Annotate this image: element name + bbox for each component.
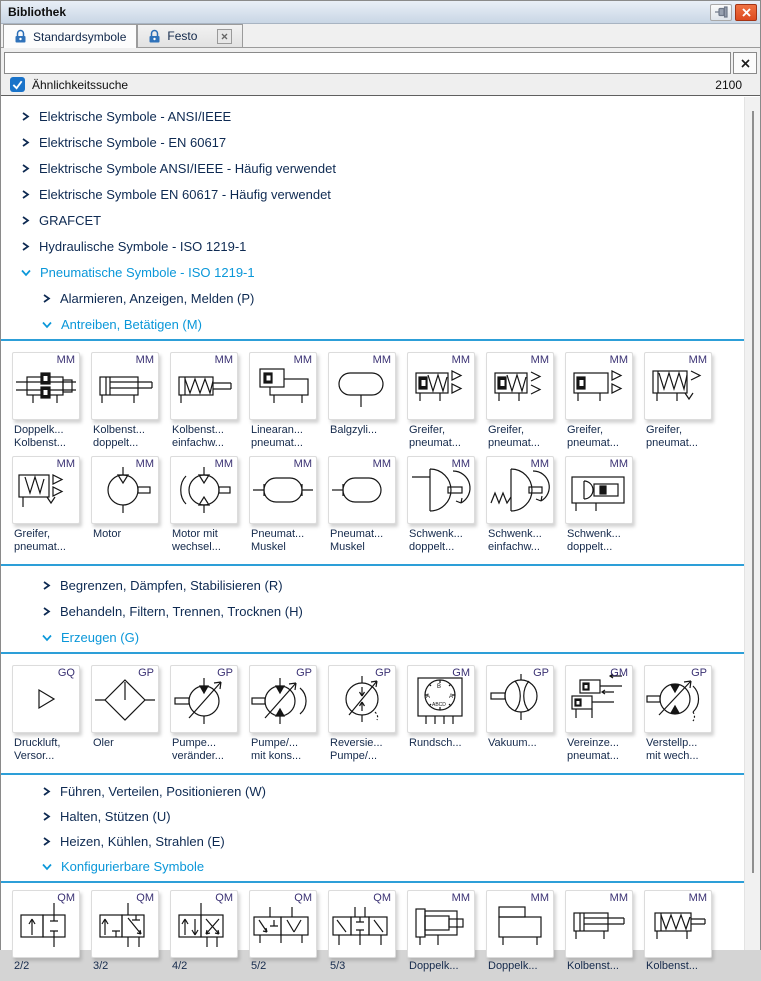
chevron-right-icon xyxy=(21,216,30,225)
symbol-tile[interactable] xyxy=(407,890,475,973)
symbol-tile[interactable] xyxy=(407,665,475,763)
chevron-right-icon xyxy=(42,837,51,846)
symbol-code-label: GP xyxy=(375,667,391,679)
symbol-tile[interactable]: MM Pneumat... Muskel xyxy=(249,456,317,554)
category-tree xyxy=(1,97,744,337)
pushpin-icon xyxy=(714,6,729,18)
symbol-tile[interactable] xyxy=(644,890,712,973)
symbol-code-label: MM xyxy=(372,458,391,470)
symbol-tile[interactable]: MM Greifer, pneumat... xyxy=(644,352,712,450)
chevron-right-icon xyxy=(21,242,30,251)
symbol-caption: Greifer, xyxy=(567,424,604,436)
tree-item-antreiben[interactable]: Antreiben, Betätigen (M) xyxy=(1,311,744,337)
lock-icon xyxy=(14,29,27,44)
search-panel xyxy=(1,48,760,96)
titlebar xyxy=(1,1,760,24)
symbol-tile[interactable]: GP Pumpe... veränder... xyxy=(170,665,238,763)
tree-item-elektrische-en[interactable]: Elektrische Symbole - EN 60617 xyxy=(1,129,744,155)
search-input[interactable] xyxy=(4,52,731,74)
symbol-caption: Kolbenst... xyxy=(93,424,145,436)
symbol-code-label: MM xyxy=(293,458,312,470)
symbol-code-label: MM xyxy=(56,458,75,470)
symbol-code-label: MM xyxy=(135,458,154,470)
tree-item-elektrische-ansi-haeufig[interactable]: Elektrische Symbole ANSI/IEEE - Häufig verwendet xyxy=(1,155,744,181)
tree-item-konfigurierbare[interactable]: Konfigurierbare Symbole xyxy=(1,854,744,879)
tab-festo[interactable] xyxy=(137,24,243,47)
tree-item-elektrische-ansi[interactable]: Elektrische Symbole - ANSI/IEEE xyxy=(1,103,744,129)
chevron-right-icon xyxy=(42,812,51,821)
section-divider xyxy=(1,881,744,883)
symbol-caption: Motor xyxy=(93,528,122,540)
symbol-caption: Rundsch... xyxy=(409,737,462,749)
chevron-down-icon xyxy=(42,633,52,642)
tab-label: Festo xyxy=(167,29,198,43)
close-icon xyxy=(221,33,228,40)
symbol-tile[interactable] xyxy=(170,890,238,973)
symbol-caption: Kolbenst... xyxy=(567,960,619,972)
symbol-code-label: GQ xyxy=(57,667,75,679)
symbol-caption: Greifer, xyxy=(409,424,446,436)
symbol-code-label: MM xyxy=(372,354,391,366)
symbol-tile[interactable]: MM Greifer, pneumat... xyxy=(486,352,554,450)
chevron-right-icon xyxy=(21,190,30,199)
result-count: 2100 xyxy=(715,77,742,92)
panel-title: Bibliothek xyxy=(8,5,67,19)
symbol-code-label: QM xyxy=(215,892,233,904)
symbol-tile[interactable]: GP Reversie... Pumpe/... xyxy=(328,665,396,763)
symbol-tile[interactable] xyxy=(91,665,159,763)
symbol-grid-erzeugen xyxy=(1,656,744,771)
symbol-tile[interactable]: GP Pumpe/... mit kons... xyxy=(249,665,317,763)
tab-standardsymbole[interactable] xyxy=(3,24,137,48)
symbol-caption: Vakuum... xyxy=(488,737,537,749)
symbol-caption: Balgzyli... xyxy=(330,424,378,436)
symbol-code-label: GP xyxy=(691,667,707,679)
symbol-caption: Schwenk... xyxy=(567,528,621,540)
symbol-code-label: MM xyxy=(609,354,628,366)
symbol-caption: Greifer, xyxy=(488,424,525,436)
checkmark-icon xyxy=(11,78,24,91)
symbol-code-label: MM xyxy=(530,458,549,470)
symbol-caption: 3/2 xyxy=(93,960,109,972)
symbol-tile[interactable] xyxy=(328,890,396,973)
symbol-grid-konfigurierbar xyxy=(1,885,744,981)
symbol-tile[interactable]: MM Kolbenst... einfachw... xyxy=(170,352,238,450)
symbol-tile[interactable]: MM Greifer, pneumat... xyxy=(12,456,80,554)
symbol-caption: Kolbenst... xyxy=(646,960,698,972)
symbol-tile[interactable]: MM Schwenk... doppelt... xyxy=(565,456,633,554)
symbol-code-label: MM xyxy=(56,354,75,366)
library-content xyxy=(1,97,744,972)
section-divider xyxy=(1,564,744,566)
symbol-caption: Doppelk... xyxy=(14,424,64,436)
symbol-code-label: GP xyxy=(296,667,312,679)
symbol-tile[interactable]: MM Doppelk... Kolbenst... xyxy=(12,352,80,450)
clear-x-icon xyxy=(741,59,750,68)
symbol-code-label: MM xyxy=(451,892,470,904)
symbol-tile[interactable]: GQ Druckluft, Versor... xyxy=(12,665,80,763)
chevron-right-icon xyxy=(42,787,51,796)
symbol-code-label: GP xyxy=(217,667,233,679)
symbol-code-label: MM xyxy=(609,892,628,904)
symbol-tile[interactable]: GM Vereinze... pneumat... xyxy=(565,665,633,763)
symbol-caption: Schwenk... xyxy=(488,528,542,540)
tab-bar xyxy=(1,24,760,48)
chevron-down-icon xyxy=(42,862,52,871)
scrollbar-thumb[interactable] xyxy=(752,111,754,873)
symbol-code-label: MM xyxy=(214,354,233,366)
tree-item-erzeugen[interactable]: Erzeugen (G) xyxy=(1,624,744,650)
symbol-tile[interactable]: MM Kolbenst... doppelt... xyxy=(91,352,159,450)
symbol-caption: Doppelk... xyxy=(488,960,538,972)
symbol-caption: Druckluft, xyxy=(14,737,61,749)
symbol-caption: Pumpe/... xyxy=(251,737,299,749)
symbol-caption: Greifer, xyxy=(14,528,51,540)
tree-item-heizen[interactable]: Heizen, Kühlen, Strahlen (E) xyxy=(1,829,744,854)
symbol-code-label: GP xyxy=(138,667,154,679)
chevron-right-icon xyxy=(42,607,51,616)
symbol-tile[interactable] xyxy=(486,665,554,763)
tab-label: Standardsymbole xyxy=(33,29,127,44)
section-divider xyxy=(1,652,744,654)
symbol-tile[interactable] xyxy=(91,456,159,554)
symbol-tile[interactable] xyxy=(328,352,396,450)
close-button[interactable] xyxy=(735,4,757,21)
section-divider xyxy=(1,773,744,775)
symbol-tile[interactable]: GP Verstellp... mit wech... xyxy=(644,665,712,763)
symbol-tile[interactable]: MM Motor mit wechsel... xyxy=(170,456,238,554)
symbol-code-label: GM xyxy=(610,667,628,679)
symbol-caption: Pneumat... xyxy=(251,528,305,540)
tree-item-grafcet[interactable]: GRAFCET xyxy=(1,207,744,233)
symbol-code-label: MM xyxy=(451,458,470,470)
pin-button[interactable] xyxy=(710,4,732,21)
symbol-caption: 5/3 xyxy=(330,960,346,972)
symbol-code-label: QM xyxy=(57,892,75,904)
symbol-code-label: MM xyxy=(293,354,312,366)
symbol-caption: Vereinze... xyxy=(567,737,619,749)
symbol-caption: Kolbenst... xyxy=(172,424,224,436)
chevron-right-icon xyxy=(21,112,30,121)
category-tree xyxy=(1,568,744,650)
symbol-tile[interactable] xyxy=(565,890,633,973)
chevron-right-icon xyxy=(42,294,51,303)
chevron-right-icon xyxy=(42,581,51,590)
tree-item-pneumatische[interactable]: Pneumatische Symbole - ISO 1219-1 xyxy=(1,259,744,285)
symbol-caption: 2/2 xyxy=(14,960,30,972)
symbol-caption: Schwenk... xyxy=(409,528,463,540)
tree-item-halten[interactable]: Halten, Stützen (U) xyxy=(1,804,744,829)
symbol-code-label: MM xyxy=(530,354,549,366)
chevron-down-icon xyxy=(42,320,52,329)
tree-item-hydraulische[interactable]: Hydraulische Symbole - ISO 1219-1 xyxy=(1,233,744,259)
symbol-code-label: QM xyxy=(294,892,312,904)
symbol-caption: Doppelk... xyxy=(409,960,459,972)
svg-text:A: A xyxy=(426,694,431,700)
chevron-right-icon xyxy=(21,164,30,173)
symbol-code-label: MM xyxy=(609,458,628,470)
symbol-code-label: MM xyxy=(530,892,549,904)
symbol-tile[interactable] xyxy=(91,890,159,973)
symbol-code-label: MM xyxy=(135,354,154,366)
similarity-checkbox[interactable] xyxy=(10,77,25,92)
symbol-tile[interactable] xyxy=(486,890,554,973)
symbol-caption: Pneumat... xyxy=(330,528,384,540)
symbol-tile[interactable] xyxy=(12,890,80,973)
symbol-code-label: QM xyxy=(373,892,391,904)
symbol-code-label: MM xyxy=(214,458,233,470)
search-clear-button[interactable] xyxy=(733,52,757,74)
category-tree xyxy=(1,777,744,879)
symbol-code-label: MM xyxy=(688,354,707,366)
symbol-caption: 5/2 xyxy=(251,960,267,972)
symbol-code-label: QM xyxy=(136,892,154,904)
symbol-caption: 4/2 xyxy=(172,960,188,972)
chevron-down-icon xyxy=(21,268,31,277)
symbol-tile[interactable]: MM Linearan... pneumat... xyxy=(249,352,317,450)
symbol-caption: Motor mit xyxy=(172,528,218,540)
symbol-tile[interactable] xyxy=(249,890,317,973)
chevron-right-icon xyxy=(21,138,30,147)
symbol-code-label: GP xyxy=(533,667,549,679)
symbol-tile[interactable]: MM Greifer, pneumat... xyxy=(565,352,633,450)
symbol-caption: Reversie... xyxy=(330,737,383,749)
symbol-tile[interactable]: MM Schwenk... doppelt... xyxy=(407,456,475,554)
symbol-caption: Oler xyxy=(93,737,114,749)
symbol-caption: Verstellp... xyxy=(646,737,698,749)
svg-text:ABCD: ABCD xyxy=(432,702,446,708)
vertical-scrollbar[interactable] xyxy=(744,97,760,950)
tree-item-begrenzen[interactable]: Begrenzen, Dämpfen, Stabilisieren (R) xyxy=(1,572,744,598)
tree-item-fuehren[interactable]: Führen, Verteilen, Positionieren (W) xyxy=(1,779,744,804)
symbol-tile[interactable]: MM Pneumat... Muskel xyxy=(328,456,396,554)
tree-item-elektrische-en-haeufig[interactable]: Elektrische Symbole EN 60617 - Häufig verwendet xyxy=(1,181,744,207)
section-divider xyxy=(1,339,744,341)
svg-text:A: A xyxy=(449,694,454,700)
tree-item-behandeln[interactable]: Behandeln, Filtern, Trennen, Trocknen (H) xyxy=(1,598,744,624)
svg-text:B: B xyxy=(437,684,442,690)
symbol-code-label: MM xyxy=(688,892,707,904)
tree-item-alarmieren[interactable]: Alarmieren, Anzeigen, Melden (P) xyxy=(1,285,744,311)
close-icon xyxy=(741,7,752,18)
symbol-code-label: GM xyxy=(452,667,470,679)
lock-icon xyxy=(148,29,161,44)
symbol-tile[interactable]: MM Greifer, pneumat... xyxy=(407,352,475,450)
symbol-tile[interactable]: MM Schwenk... einfachw... xyxy=(486,456,554,554)
similarity-row xyxy=(4,74,757,95)
symbol-caption: Pumpe... xyxy=(172,737,217,749)
tab-close-button[interactable] xyxy=(217,29,232,44)
similarity-label: Ähnlichkeitssuche xyxy=(32,77,129,92)
symbol-code-label: MM xyxy=(451,354,470,366)
symbol-caption: Linearan... xyxy=(251,424,303,436)
symbol-caption: Greifer, xyxy=(646,424,683,436)
symbol-grid-antreiben xyxy=(1,343,744,562)
